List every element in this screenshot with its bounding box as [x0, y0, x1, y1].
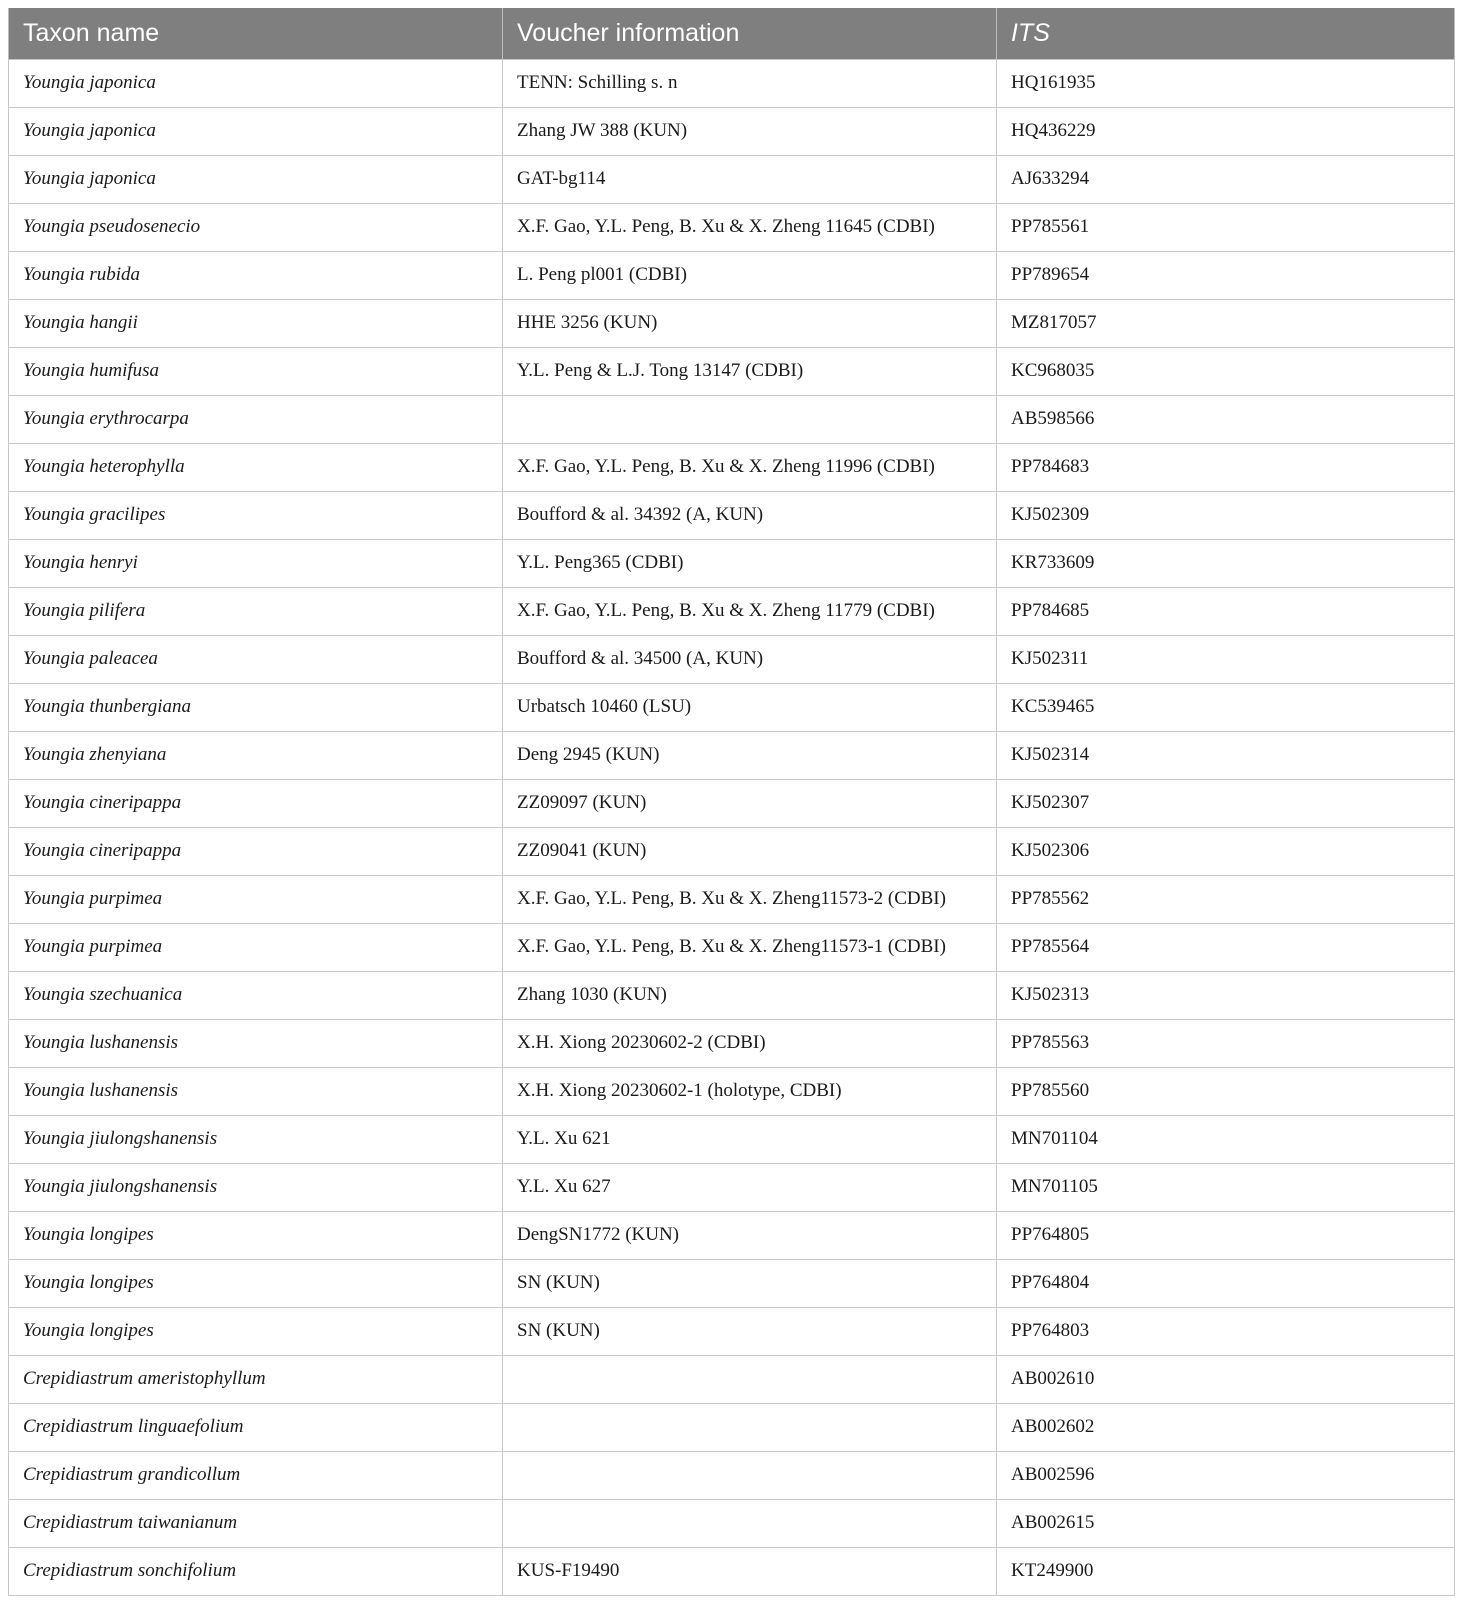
- header-row: [9, 8, 1455, 59]
- table-row: [9, 587, 1455, 635]
- taxon-name-cell: Crepidiastrum ameristophyllum: [9, 1355, 503, 1403]
- its-accession-cell: KT249900: [997, 1547, 1455, 1595]
- table-row: [9, 875, 1455, 923]
- its-accession-cell: KJ502307: [997, 779, 1455, 827]
- taxon-name-cell: Youngia cineripappa: [9, 827, 503, 875]
- table-row: [9, 491, 1455, 539]
- voucher-info-cell: Y.L. Xu 621: [503, 1115, 997, 1163]
- voucher-info-cell: ZZ09041 (KUN): [503, 827, 997, 875]
- its-accession-cell: KJ502309: [997, 491, 1455, 539]
- taxon-name-cell: Youngia longipes: [9, 1259, 503, 1307]
- its-accession-cell: KJ502314: [997, 731, 1455, 779]
- its-accession-cell: PP784683: [997, 443, 1455, 491]
- table-row: [9, 203, 1455, 251]
- taxon-name-cell: Youngia gracilipes: [9, 491, 503, 539]
- voucher-info-cell: TENN: Schilling s. n: [503, 59, 997, 107]
- taxon-name-cell: Youngia jiulongshanensis: [9, 1163, 503, 1211]
- taxon-name-cell: Youngia thunbergiana: [9, 683, 503, 731]
- voucher-info-cell: [503, 1499, 997, 1547]
- voucher-info-cell: L. Peng pl001 (CDBI): [503, 251, 997, 299]
- taxon-name-cell: Youngia henryi: [9, 539, 503, 587]
- its-accession-cell: PP785561: [997, 203, 1455, 251]
- table-header: [9, 8, 1455, 59]
- voucher-info-cell: X.F. Gao, Y.L. Peng, B. Xu & X. Zheng11573-1 (CDBI): [503, 923, 997, 971]
- taxon-name-cell: Crepidiastrum sonchifolium: [9, 1547, 503, 1595]
- its-accession-cell: AB002615: [997, 1499, 1455, 1547]
- its-accession-cell: PP785562: [997, 875, 1455, 923]
- its-accession-cell: AB598566: [997, 395, 1455, 443]
- table-row: [9, 395, 1455, 443]
- taxon-name-cell: Youngia pilifera: [9, 587, 503, 635]
- voucher-info-cell: X.F. Gao, Y.L. Peng, B. Xu & X. Zheng11573-2 (CDBI): [503, 875, 997, 923]
- taxon-name-cell: Youngia longipes: [9, 1211, 503, 1259]
- its-accession-cell: KC539465: [997, 683, 1455, 731]
- voucher-info-cell: GAT-bg114: [503, 155, 997, 203]
- its-accession-cell: MZ817057: [997, 299, 1455, 347]
- taxon-name-cell: Crepidiastrum taiwanianum: [9, 1499, 503, 1547]
- voucher-info-cell: [503, 1451, 997, 1499]
- table-row: [9, 635, 1455, 683]
- voucher-info-cell: Zhang JW 388 (KUN): [503, 107, 997, 155]
- its-accession-cell: KJ502313: [997, 971, 1455, 1019]
- voucher-info-cell: [503, 1403, 997, 1451]
- taxon-name-cell: Youngia pseudosenecio: [9, 203, 503, 251]
- voucher-info-cell: Urbatsch 10460 (LSU): [503, 683, 997, 731]
- taxon-name-cell: Youngia heterophylla: [9, 443, 503, 491]
- voucher-info-cell: [503, 395, 997, 443]
- its-accession-cell: HQ161935: [997, 59, 1455, 107]
- its-accession-cell: PP785564: [997, 923, 1455, 971]
- voucher-info-cell: DengSN1772 (KUN): [503, 1211, 997, 1259]
- voucher-info-cell: Y.L. Peng & L.J. Tong 13147 (CDBI): [503, 347, 997, 395]
- table-row: [9, 1307, 1455, 1355]
- header-its: ITS: [997, 8, 1455, 59]
- its-accession-cell: HQ436229: [997, 107, 1455, 155]
- its-accession-cell: AB002596: [997, 1451, 1455, 1499]
- table-body: [9, 59, 1455, 1595]
- voucher-info-cell: [503, 1355, 997, 1403]
- table-row: [9, 971, 1455, 1019]
- taxon-name-cell: Youngia japonica: [9, 155, 503, 203]
- table-row: [9, 1499, 1455, 1547]
- taxon-name-cell: Youngia lushanensis: [9, 1067, 503, 1115]
- table-row: [9, 1019, 1455, 1067]
- its-accession-cell: PP764805: [997, 1211, 1455, 1259]
- taxon-name-cell: Youngia lushanensis: [9, 1019, 503, 1067]
- taxon-name-cell: Youngia szechuanica: [9, 971, 503, 1019]
- taxon-name-cell: Youngia erythrocarpa: [9, 395, 503, 443]
- taxon-name-cell: Youngia paleacea: [9, 635, 503, 683]
- its-accession-cell: PP789654: [997, 251, 1455, 299]
- table-row: [9, 1451, 1455, 1499]
- its-accession-cell: PP784685: [997, 587, 1455, 635]
- voucher-info-cell: Deng 2945 (KUN): [503, 731, 997, 779]
- taxon-name-cell: Youngia jiulongshanensis: [9, 1115, 503, 1163]
- voucher-info-cell: Boufford & al. 34500 (A, KUN): [503, 635, 997, 683]
- table-row: [9, 1211, 1455, 1259]
- voucher-info-cell: X.F. Gao, Y.L. Peng, B. Xu & X. Zheng 11779 (CDBI): [503, 587, 997, 635]
- header-taxon-name: Taxon name: [9, 8, 503, 59]
- voucher-info-cell: X.F. Gao, Y.L. Peng, B. Xu & X. Zheng 11645 (CDBI): [503, 203, 997, 251]
- table-row: [9, 683, 1455, 731]
- its-accession-cell: KC968035: [997, 347, 1455, 395]
- voucher-info-cell: X.H. Xiong 20230602-1 (holotype, CDBI): [503, 1067, 997, 1115]
- table-row: [9, 251, 1455, 299]
- table-row: [9, 155, 1455, 203]
- table-row: [9, 59, 1455, 107]
- table-row: [9, 827, 1455, 875]
- voucher-info-cell: HHE 3256 (KUN): [503, 299, 997, 347]
- taxon-name-cell: Youngia purpimea: [9, 875, 503, 923]
- voucher-info-cell: ZZ09097 (KUN): [503, 779, 997, 827]
- table-row: [9, 107, 1455, 155]
- table-row: [9, 923, 1455, 971]
- taxon-name-cell: Youngia hangii: [9, 299, 503, 347]
- table-row: [9, 1259, 1455, 1307]
- table-row: [9, 1067, 1455, 1115]
- taxon-name-cell: Crepidiastrum grandicollum: [9, 1451, 503, 1499]
- header-voucher-information: Voucher information: [503, 8, 997, 59]
- table-row: [9, 539, 1455, 587]
- taxon-name-cell: Youngia purpimea: [9, 923, 503, 971]
- taxon-name-cell: Youngia humifusa: [9, 347, 503, 395]
- data-table-container: [8, 8, 1454, 1596]
- its-accession-cell: KJ502311: [997, 635, 1455, 683]
- table-row: [9, 1403, 1455, 1451]
- table-row: [9, 1163, 1455, 1211]
- its-accession-cell: PP785563: [997, 1019, 1455, 1067]
- its-accession-cell: AB002610: [997, 1355, 1455, 1403]
- voucher-info-cell: SN (KUN): [503, 1307, 997, 1355]
- taxon-name-cell: Youngia longipes: [9, 1307, 503, 1355]
- taxon-name-cell: Youngia japonica: [9, 59, 503, 107]
- table-row: [9, 779, 1455, 827]
- table-row: [9, 347, 1455, 395]
- table-row: [9, 299, 1455, 347]
- its-accession-cell: PP764803: [997, 1307, 1455, 1355]
- its-accession-cell: KJ502306: [997, 827, 1455, 875]
- its-accession-cell: PP764804: [997, 1259, 1455, 1307]
- table-row: [9, 1547, 1455, 1595]
- taxon-name-cell: Crepidiastrum linguaefolium: [9, 1403, 503, 1451]
- voucher-info-cell: KUS-F19490: [503, 1547, 997, 1595]
- taxon-name-cell: Youngia cineripappa: [9, 779, 503, 827]
- its-accession-cell: PP785560: [997, 1067, 1455, 1115]
- table-row: [9, 1115, 1455, 1163]
- voucher-info-cell: SN (KUN): [503, 1259, 997, 1307]
- its-accession-cell: KR733609: [997, 539, 1455, 587]
- its-accession-cell: MN701104: [997, 1115, 1455, 1163]
- table-row: [9, 1355, 1455, 1403]
- taxon-name-cell: Youngia japonica: [9, 107, 503, 155]
- its-accession-cell: AJ633294: [997, 155, 1455, 203]
- its-accession-cell: AB002602: [997, 1403, 1455, 1451]
- taxon-voucher-table: [8, 8, 1455, 1596]
- taxon-name-cell: Youngia rubida: [9, 251, 503, 299]
- its-accession-cell: MN701105: [997, 1163, 1455, 1211]
- taxon-name-cell: Youngia zhenyiana: [9, 731, 503, 779]
- table-row: [9, 731, 1455, 779]
- voucher-info-cell: X.H. Xiong 20230602-2 (CDBI): [503, 1019, 997, 1067]
- table-row: [9, 443, 1455, 491]
- voucher-info-cell: Boufford & al. 34392 (A, KUN): [503, 491, 997, 539]
- voucher-info-cell: Y.L. Xu 627: [503, 1163, 997, 1211]
- voucher-info-cell: Y.L. Peng365 (CDBI): [503, 539, 997, 587]
- voucher-info-cell: X.F. Gao, Y.L. Peng, B. Xu & X. Zheng 11996 (CDBI): [503, 443, 997, 491]
- voucher-info-cell: Zhang 1030 (KUN): [503, 971, 997, 1019]
